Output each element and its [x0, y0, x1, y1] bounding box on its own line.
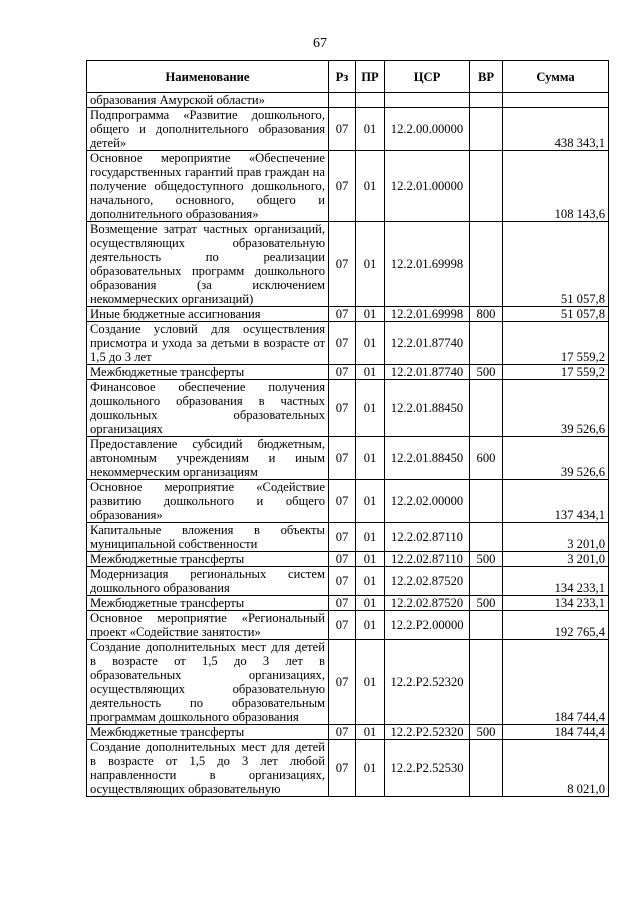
cell-vr: [470, 611, 503, 640]
cell-rz: [329, 93, 356, 108]
cell-csr: 12.2.P2.52320: [385, 640, 470, 725]
cell-csr: 12.2.01.88450: [385, 437, 470, 480]
cell-vr: [470, 93, 503, 108]
page-number: 67: [313, 36, 327, 51]
cell-pr: 01: [356, 437, 385, 480]
cell-pr: 01: [356, 567, 385, 596]
table-row: [87, 725, 609, 740]
cell-vr: [470, 523, 503, 552]
cell-sum: 17 559,2: [503, 365, 609, 380]
cell-pr: 01: [356, 640, 385, 725]
cell-csr: [385, 93, 470, 108]
table-row: [87, 380, 609, 437]
cell-sum: 134 233,1: [503, 567, 609, 596]
cell-rz: 07: [329, 725, 356, 740]
table-row: [87, 222, 609, 307]
cell-csr: 12.2.01.69998: [385, 222, 470, 307]
cell-pr: 01: [356, 365, 385, 380]
cell-name: Создание условий для осуществления присмотра и ухода за детьми в возрасте от 1,5 до 3 лет: [87, 322, 329, 365]
cell-name: Межбюджетные трансферты: [87, 365, 329, 380]
table-row: [87, 523, 609, 552]
table-row: [87, 322, 609, 365]
cell-vr: 500: [470, 365, 503, 380]
cell-csr: 12.2.00.00000: [385, 108, 470, 151]
cell-name: Модернизация региональных систем дошкольного образования: [87, 567, 329, 596]
cell-name: Создание дополнительных мест для детей в возрасте от 1,5 до 3 лет в образовательных организациях, осуществляющих образовательную деятельность по образовательным программам дошкольного образования: [87, 640, 329, 725]
cell-vr: 500: [470, 552, 503, 567]
cell-csr: 12.2.01.87740: [385, 322, 470, 365]
cell-name: образования Амурской области»: [87, 93, 329, 108]
cell-sum: 3 201,0: [503, 552, 609, 567]
cell-csr: 12.2.01.87740: [385, 365, 470, 380]
cell-rz: 07: [329, 307, 356, 322]
cell-name: Межбюджетные трансферты: [87, 725, 329, 740]
cell-sum: 137 434,1: [503, 480, 609, 523]
cell-csr: 12.2.02.87520: [385, 596, 470, 611]
column-header-rz: Рз: [329, 61, 356, 93]
cell-sum: 438 343,1: [503, 108, 609, 151]
table-row: [87, 567, 609, 596]
cell-csr: 12.2.01.69998: [385, 307, 470, 322]
cell-sum: 51 057,8: [503, 307, 609, 322]
cell-name: Предоставление субсидий бюджетным, автономным учреждениям и иным некоммерческим организациям: [87, 437, 329, 480]
cell-vr: [470, 108, 503, 151]
column-header-vr: ВР: [470, 61, 503, 93]
cell-sum: 3 201,0: [503, 523, 609, 552]
cell-rz: 07: [329, 222, 356, 307]
table-row: [87, 596, 609, 611]
cell-rz: 07: [329, 380, 356, 437]
cell-sum: [503, 93, 609, 108]
cell-sum: 51 057,8: [503, 222, 609, 307]
cell-pr: [356, 93, 385, 108]
cell-sum: 8 021,0: [503, 740, 609, 797]
table-row: [87, 151, 609, 222]
cell-name: Основное мероприятие «Обеспечение государственных гарантий прав граждан на получение общедоступного дошкольного, начального, основного, общего и дополнительного образования»: [87, 151, 329, 222]
cell-rz: 07: [329, 108, 356, 151]
cell-name: Межбюджетные трансферты: [87, 596, 329, 611]
table-row: [87, 552, 609, 567]
cell-vr: [470, 380, 503, 437]
cell-csr: 12.2.P2.52530: [385, 740, 470, 797]
cell-pr: 01: [356, 523, 385, 552]
cell-rz: 07: [329, 365, 356, 380]
cell-name: Возмещение затрат частных организаций, осуществляющих образовательную деятельность по реализации образовательных программ дошкольного образования (за исключением некоммерческих организаций): [87, 222, 329, 307]
cell-name: Подпрограмма «Развитие дошкольного, общего и дополнительного образования детей»: [87, 108, 329, 151]
cell-vr: [470, 151, 503, 222]
cell-vr: [470, 567, 503, 596]
table-row: [87, 365, 609, 380]
cell-csr: 12.2.P2.00000: [385, 611, 470, 640]
cell-pr: 01: [356, 596, 385, 611]
cell-pr: 01: [356, 552, 385, 567]
cell-vr: 500: [470, 596, 503, 611]
cell-name: Финансовое обеспечение получения дошкольного образования в частных дошкольных образовательных организациях: [87, 380, 329, 437]
cell-csr: 12.2.02.87110: [385, 552, 470, 567]
cell-csr: 12.2.01.88450: [385, 380, 470, 437]
cell-rz: 07: [329, 552, 356, 567]
cell-vr: [470, 640, 503, 725]
cell-sum: 184 744,4: [503, 725, 609, 740]
cell-sum: 108 143,6: [503, 151, 609, 222]
cell-pr: 01: [356, 222, 385, 307]
cell-vr: [470, 740, 503, 797]
column-header-sum: Сумма: [503, 61, 609, 93]
cell-pr: 01: [356, 108, 385, 151]
cell-name: Основное мероприятие «Содействие развитию дошкольного и общего образования»: [87, 480, 329, 523]
table-row: [87, 480, 609, 523]
cell-sum: 39 526,6: [503, 380, 609, 437]
table-header-row: [87, 61, 609, 93]
table-row: [87, 640, 609, 725]
cell-vr: 500: [470, 725, 503, 740]
column-header-pr: ПР: [356, 61, 385, 93]
table-row: [87, 437, 609, 480]
cell-pr: 01: [356, 151, 385, 222]
table-row: [87, 93, 609, 108]
cell-sum: 184 744,4: [503, 640, 609, 725]
column-header-name: Наименование: [87, 61, 329, 93]
cell-sum: 192 765,4: [503, 611, 609, 640]
cell-pr: 01: [356, 322, 385, 365]
cell-pr: 01: [356, 725, 385, 740]
budget-table: [86, 60, 609, 797]
cell-pr: 01: [356, 611, 385, 640]
cell-name: Иные бюджетные ассигнования: [87, 307, 329, 322]
cell-pr: 01: [356, 307, 385, 322]
table-body: [87, 93, 609, 797]
cell-rz: 07: [329, 480, 356, 523]
cell-name: Основное мероприятие «Региональный проект «Содействие занятости»: [87, 611, 329, 640]
cell-vr: [470, 322, 503, 365]
cell-csr: 12.2.01.00000: [385, 151, 470, 222]
cell-rz: 07: [329, 151, 356, 222]
cell-sum: 39 526,6: [503, 437, 609, 480]
cell-rz: 07: [329, 523, 356, 552]
cell-sum: 134 233,1: [503, 596, 609, 611]
cell-name: Создание дополнительных мест для детей в возрасте от 1,5 до 3 лет любой направленности в организациях, осуществляющих образовательную: [87, 740, 329, 797]
cell-pr: 01: [356, 480, 385, 523]
table-row: [87, 307, 609, 322]
table-row: [87, 740, 609, 797]
cell-vr: [470, 480, 503, 523]
table-row: [87, 611, 609, 640]
cell-pr: 01: [356, 740, 385, 797]
cell-csr: 12.2.02.87110: [385, 523, 470, 552]
cell-vr: 600: [470, 437, 503, 480]
cell-csr: 12.2.02.00000: [385, 480, 470, 523]
cell-vr: [470, 222, 503, 307]
cell-csr: 12.2.02.87520: [385, 567, 470, 596]
cell-pr: 01: [356, 380, 385, 437]
cell-rz: 07: [329, 611, 356, 640]
cell-rz: 07: [329, 596, 356, 611]
column-header-csr: ЦСР: [385, 61, 470, 93]
cell-rz: 07: [329, 437, 356, 480]
cell-csr: 12.2.P2.52320: [385, 725, 470, 740]
cell-rz: 07: [329, 740, 356, 797]
cell-rz: 07: [329, 567, 356, 596]
cell-sum: 17 559,2: [503, 322, 609, 365]
cell-rz: 07: [329, 640, 356, 725]
cell-rz: 07: [329, 322, 356, 365]
cell-vr: 800: [470, 307, 503, 322]
table-row: [87, 108, 609, 151]
cell-name: Межбюджетные трансферты: [87, 552, 329, 567]
cell-name: Капитальные вложения в объекты муниципальной собственности: [87, 523, 329, 552]
